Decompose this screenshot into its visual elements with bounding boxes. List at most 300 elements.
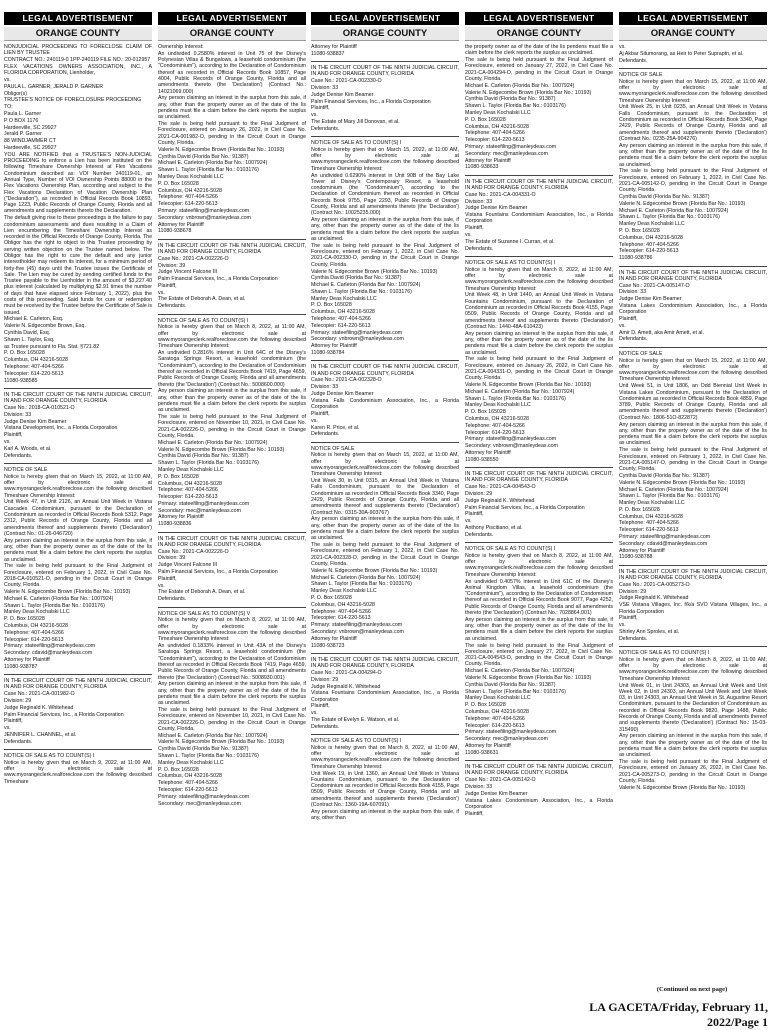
notice-line: vs.	[311, 710, 318, 717]
legal-notice	[465, 44, 613, 171]
notice-line: Case No.: 2021-CA-005273-O	[619, 581, 690, 588]
notice-line: Telephone: 407-404-5266	[619, 520, 679, 527]
notice-line: Secondary: vnbrown@manleydeas.com	[465, 443, 558, 450]
notice-line: Primary: stateefiling@manleydeas.com	[619, 534, 711, 541]
notice-line: Columbus, OH 43216-5028	[4, 623, 68, 630]
notice-line: Obligor(s)	[4, 90, 28, 97]
legal-notice	[311, 657, 459, 730]
notice-line: Any person claiming an interest in the surplus from this sale, if any, other than the property owner as of the date of the lis pendens must file a claim before the clerk reports the surplus as unclaimed.	[465, 616, 613, 642]
notice-line: Division: 33	[4, 411, 32, 418]
notice-line: Any person claiming an interest in the surplus from this sale, if any, other than	[311, 808, 459, 822]
notice-line: Primary: stateefiling@manleydeas.com	[465, 436, 557, 443]
notice-line: Telecopier: 614-220-5613	[619, 248, 679, 255]
notice-line: Unit Week 47, in Unit 2126, an Annual Unit Week in Vistana Cascades Condominium, pursuant to the Declaration of Condominium as recorded in Official Records Book 5312, Page 2312, Public Records of Orange County, Florida and all amendments thereof and supplements thereto ('Declaration') (Contract No.: 01-26-046720)	[4, 499, 152, 537]
notice-line: Michael E. Carleton (Florida Bar No.: 1007924)	[158, 732, 268, 739]
notice-line: Columbus, OH 43216-5028	[465, 123, 529, 130]
notice-line: PAULA L. GARNER; JERALD P. GARNER	[4, 83, 104, 90]
notice-line: Michael E. Carleton (Florida Bar No.: 1007924)	[619, 486, 729, 493]
notice-line: Palm Financial Services, Inc., a Florida Corporation	[158, 569, 278, 576]
notice-line: Any person claiming an interest in the surplus from this sale, if any, other than the property owner as of the date of the lis pendens must file a claim before the clerk reports the surplus as unclaimed.	[158, 95, 306, 121]
notice-line: Telephone: 407-404-5266	[465, 715, 525, 722]
notice-line: Judge Reginald K. Whitehead	[619, 595, 689, 602]
notice-divider	[158, 532, 306, 533]
column-header: LEGAL ADVERTISEMENT	[4, 12, 152, 25]
notice-line: Cynthia David (Florida Bar No.: 91387)	[158, 153, 249, 160]
notice-line: JENNIFER L. CHANNEL, et al.	[4, 731, 77, 738]
notice-line: 11080-938550	[465, 456, 499, 463]
notice-line: Aj Akbar Situmorang, as Heir to Peter Supraptn, et al.	[619, 50, 744, 57]
notice-line: vs.	[619, 44, 626, 50]
notice-line: Notice is hereby given that on March 15, 2022, at 11:00 AM, offer by electronic sale at www.myorangeclerk.realforeclose.com the following described Timeshare Ownership Interest:	[4, 473, 152, 499]
notice-line: Any person claiming an interest in the surplus from this sale, if any, other than the property owner as of the date of the lis pendens must file a claim before the clerk reports the surplus as unclaimed.	[158, 388, 306, 414]
notice-divider	[4, 463, 152, 464]
notice-line: NOTICE OF SALE AS TO COUNT(S) I	[465, 546, 556, 553]
notice-line: Manley Deas Kochalski LLC	[158, 173, 224, 180]
notice-line: P O BOX 1176	[4, 117, 39, 124]
notice-line: Unit Week 19, in Unit 1360, an Annual Unit Week in Vistana Fountains Condominium, pursuant to the Declaration of Condominium as recorded in Official Records Book 4155, Page 0509, Public Records of Orange County, Florida and all amendments thereof and supplements thereto ('Declaration') (Contract No.: 1360-19A-607091)	[311, 770, 459, 809]
column-header: LEGAL ADVERTISEMENT	[158, 12, 306, 25]
notice-divider	[465, 467, 613, 468]
notice-line: Telephone: 407-404-5266	[619, 241, 679, 248]
notice-line: Attorney for Plaintiff	[465, 450, 511, 457]
notice-line: Case No.: 2021-CA-005142-O	[465, 777, 536, 784]
legal-notice	[619, 72, 767, 262]
notice-line: Defendants.	[465, 531, 494, 538]
notice-line: Vistana Lakes Condominium Association, Inc., a Florida Corporation	[619, 302, 767, 316]
notice-line: Palm Financial Services, Inc., a Florida Corporation	[311, 98, 431, 105]
notice-line: Shawn L. Taylor (Florida Bar No.: 0103176)	[311, 288, 412, 295]
notice-divider	[311, 360, 459, 361]
notice-line: Telephone: 407-404-5266	[311, 608, 371, 615]
notice-line: NOTICE OF SALE AS TO COUNT(S) I	[465, 259, 556, 266]
notice-line: vs.	[619, 622, 626, 629]
notice-line: vs.	[158, 582, 165, 589]
notice-line: Cynthia David (Florida Bar No.: 91387)	[465, 96, 556, 103]
notice-divider	[465, 175, 613, 176]
notice-line: Secondary: cdavid@manleydeas.com	[4, 650, 93, 657]
notice-line: An undivided 0.4057% interest in Unit 61C of the Disney's Animal Kingdom Villas, a leasehold condominium (the "Condominium"), according to the Declaration of Condominium thereof as recorded in Official Records Book 9077, Page 4252, Public Records of Orange County, Florida and all amendments thereto (the 'Declaration') (Contract No.: 7028864.001)	[465, 578, 613, 617]
notice-divider	[4, 674, 152, 675]
notice-line: Manley Deas Kochalski LLC	[465, 402, 531, 409]
notice-line: Plaintiff,	[4, 718, 23, 725]
notice-line: Telephone: 407-404-5266	[4, 629, 64, 636]
notice-line: Defendants.	[311, 723, 340, 730]
notice-line: Shawn L. Taylor (Florida Bar No.: 0103176)	[158, 460, 259, 467]
notice-line: Notice is hereby given that on March 8, 2022, at 11:00 AM, offer by electronic sale at www.myorangeclerk.realforeclose.com the following described Timeshare Ownership Interest:	[311, 744, 459, 770]
notice-line: Shawn L. Taylor (Florida Bar No.: 0103176)	[465, 395, 566, 402]
notice-line: Secondary: mec@manleydeas.com	[158, 507, 241, 514]
notice-line: Telecopier: 614-220-5613	[465, 137, 525, 144]
notice-line: Any person claiming an interest in the surplus from this sale, if any, other than the property owner as of the date of the lis pendens must file a claim before the clerk reports the surplus as unclaimed.	[619, 421, 767, 447]
notice-line: Columbus, OH 43216-5028	[158, 187, 222, 194]
notice-line: Telephone: 407-404-5266	[465, 422, 525, 429]
notice-line: Plaintiff,	[465, 810, 484, 817]
notice-line: Secondary: mec@manleydeas.com	[158, 800, 241, 807]
notice-line: 11080-938836	[158, 521, 192, 528]
notice-line: vs.	[158, 289, 165, 296]
notice-line: Judge Denise Kim Beamer	[311, 91, 374, 98]
notice-line: Cynthia David (Florida Bar No.: 91387)	[311, 275, 402, 282]
notice-line: IN THE CIRCUIT COURT OF THE NINTH JUDICIAL CIRCUIT, IN AND FOR ORANGE COUNTY, FLORIDA	[311, 364, 459, 377]
notice-line: 11080-938723	[311, 642, 345, 649]
notice-line: Attorney for Plaintiff	[619, 547, 665, 554]
notice-line: 11080-938787	[4, 663, 38, 670]
legal-notice	[465, 471, 613, 538]
notice-line: Columbus, OH 43216-5028	[4, 357, 68, 364]
notice-line: Shawn L. Taylor (Florida Bar No.: 0103176)	[4, 602, 105, 609]
notice-line: Vistana Fountains Condominium Association, Inc., a Florida Corporation	[311, 690, 459, 703]
notice-line: Columbus, OH 43216-5028	[619, 234, 683, 241]
notice-line: The Estate of Deborah A. Dean, et al.	[158, 589, 246, 596]
notice-line: NOTICE OF SALE AS TO COUNT(S) I	[619, 650, 710, 657]
notice-line: The sale is being held pursuant to the Final Judgment of Foreclosure, entered on January 26, 2022, in Civil Case No. 2021-CA-001982-O, pending in the Circuit Court in Orange County, Florida.	[158, 121, 306, 146]
notice-line: Attorney for Plaintiff	[465, 742, 511, 749]
notice-divider	[311, 136, 459, 137]
notice-line: IN THE CIRCUIT COURT OF THE NINTH JUDICIAL CIRCUIT, IN AND FOR ORANGE COUNTY, FLORIDA	[158, 535, 306, 548]
notice-line: IN THE CIRCUIT COURT OF THE NINTH JUDICIAL CIRCUIT, IN AND FOR ORANGE COUNTY, FLORIDA	[465, 471, 613, 484]
legal-notice	[619, 270, 767, 343]
notice-divider	[4, 749, 152, 750]
notice-line: The sale is being held pursuant to the Final Judgment of Foreclosure, entered on January 26, 2022, in Civil Case No. 2021-CA-004331-O, pending in the Circuit Court in Orange County, Florida.	[465, 356, 613, 382]
notice-line: Paula L. Garner	[4, 110, 42, 117]
notice-line: Any person claiming an interest in the surplus from this sale, if any, other than the property owner as of the date of the lis pendens must file a claim before the clerk reports the surplus as unclaimed.	[619, 142, 767, 168]
notice-line: Manley Deas Kochalski LLC	[158, 759, 224, 766]
notice-line: Telephone: 407-404-5266	[158, 780, 218, 787]
legal-notice	[311, 364, 459, 437]
notice-line: Valerie N. Edgecombe Brown (Florida Bar No.: 10193)	[619, 200, 746, 207]
notice-line: The sale is being held pursuant to the Final Judgment of Foreclosure, entered on January 27, 2022, in Civil Case No. 2021-CA-004294-O, pending in the Circuit Court in Orange County, Florida.	[465, 57, 613, 82]
notice-line: Case No.: 2021-CA-005147-O	[619, 282, 690, 289]
notice-line: Case No.: 2021-CA-004331-O	[465, 191, 536, 198]
notice-line: Case No.: 2021-CA-002226-O	[158, 548, 229, 555]
notice-line: Attorney for Plaintiff	[311, 44, 357, 50]
legal-notice	[311, 446, 459, 649]
notice-line: VSE Vistana Villages, Inc. f/k/a SVO Vistana Villages, Inc., a Florida Corporation	[619, 602, 767, 615]
notice-line: Division: 39	[158, 555, 186, 562]
notice-line: P. O. Box 165028	[4, 350, 45, 357]
notice-line: P. O. Box 165028	[158, 473, 199, 480]
column-1	[4, 12, 152, 987]
legal-notice	[4, 44, 152, 384]
notice-line: Notice is hereby given that on March 15, 2022, at 11:00 AM, offer by electronic sale at www.myorangeclerk.realforeclose.com the following described Timeshare Ownership Interest:	[619, 357, 767, 383]
notice-line: Telecopier: 614-220-5613	[465, 722, 525, 729]
notice-line: Defendants.	[4, 452, 33, 459]
notice-line: 88 WINDJAMMER CT	[4, 138, 56, 145]
legal-notice	[4, 467, 152, 670]
notice-line: Division: 29	[619, 588, 647, 595]
notice-line: IN THE CIRCUIT COURT OF THE NINTH JUDICIAL CIRCUIT, IN AND FOR ORANGE COUNTY, FLORIDA	[311, 65, 459, 78]
notice-line: Secondary: vnbrown@manleydeas.com	[311, 628, 404, 635]
notice-line: vs.	[465, 232, 472, 239]
notice-line: Case No.: 2021-CA-004294-O	[311, 669, 382, 676]
notice-line: Unit Week 51, in Unit 1806, an Odd Biennial Unit Week in Vistana Lakes Condominium, pursuant to the Declaration of Condominium as recorded in Official Records Book 4859, Page 3789, Public Records of Orange County, Florida and all amendments thereof and supplements thereto ('Declaration') (Contract No.: 1806-51O-822872)	[619, 383, 767, 421]
legal-notice	[4, 392, 152, 459]
legal-notice	[158, 536, 306, 603]
notice-divider	[619, 68, 767, 69]
notice-line: Primary: stateefiling@manleydeas.com	[4, 643, 96, 650]
notice-line: P. O. Box 165028	[465, 409, 506, 416]
notice-line: Columbus, OH 43216-5028	[158, 480, 222, 487]
notice-line: Primary: stateefiling@manleydeas.com	[158, 793, 250, 800]
notice-line: P. O. Box 165028	[4, 616, 45, 623]
notice-line: Defendants.	[311, 125, 340, 132]
county-subheader: ORANGE COUNTY	[465, 27, 613, 41]
notice-line: Columbus, OH 43216-5028	[465, 416, 529, 423]
notice-line: CONTRACT NO.: 240119-0 1PP-240119 FILE NO.: 20-012957	[4, 57, 151, 64]
notice-line: Columbus, OH 43216-5028	[311, 601, 375, 608]
notice-line: The default giving rise to these proceedings is the failure to pay condominium assessments and dues resulting in a Claim of Lien encumbering the Timeshare Ownership Interest as recorded in the Official Records of Orange County, Florida. The Obligor has the right to object to this Trustee proceeding by serving written objection on the Trustee named below. The Obligor has the right to cure the default and any junior interestholder may redeem its interest, for a minimum period of forty-five (45) days until the Trustee issues the Certificate of Sale. The Lien may be cured by sending certified funds to the Trustee payable to the Lienholder in the amount of $3,227.40 plus interest (calculated by multiplying $2.91 times the number of days that have elapsed since February 1, 2022), plus the costs of this proceeding. Said funds for cure or redemption must be received by the Trustee before the Certificate of Sale is issued.	[4, 215, 152, 316]
notice-line: the property owner as of the date of the lis pendens must file a claim before the clerk reports the surplus as unclaimed.	[465, 44, 613, 57]
notice-line: Defendants.	[311, 431, 340, 438]
notice-line: Case No.: 2021-CA-002226-O	[158, 255, 229, 262]
notice-line: Attorney for Plaintiff	[311, 635, 357, 642]
notice-line: Telecopier: 614-220-5613	[311, 322, 371, 329]
legal-notice	[158, 44, 306, 235]
notice-line: Judge Denise Kim Beamer	[311, 391, 374, 398]
notice-body	[311, 44, 459, 821]
notice-line: Unit Week 30, in Unit 0315, an Annual Unit Week in Vistana Falls Condominium, pursuant to the Declaration of Condominium as recorded in Official Records Book 3340, Page 2429, Public Records of Orange County, Florida and all amendments thereof and supplements thereto ('Declaration') (Contract No.: 0315-30A-903767)	[311, 478, 459, 516]
notice-line: Notice is hereby given that on March 8, 2022, at 11:00 AM, offer by electronic sale at www.myorangeclerk.realforeclose.com the following described Timeshare Ownership Interest:	[158, 324, 306, 350]
notice-line: Ownership Interest:	[158, 44, 204, 50]
notice-line: Vistana Falls Condominium Association, Inc., a Florida Corporation	[311, 397, 459, 411]
notice-line: Columbus, OH 43216-5028	[619, 513, 683, 520]
notice-line: P. O. Box 165028	[465, 702, 506, 709]
column-3	[311, 12, 459, 987]
notice-line: Manley Deas Kochalski LLC	[465, 695, 531, 702]
notice-line: Telecopier: 614-220-5613	[158, 201, 218, 208]
notice-line: Judge Reginald K. Whitehead	[465, 497, 535, 504]
legal-notice	[465, 764, 613, 817]
notice-line: Plaintiff,	[311, 703, 330, 710]
notice-line: Plaintiff,	[619, 615, 638, 622]
notice-line: Telecopier: 614-220-5613	[619, 527, 679, 534]
notice-line: P. O. Box 165028	[619, 228, 660, 235]
notice-divider	[619, 565, 767, 566]
notice-line: Defendants.	[465, 245, 494, 252]
notice-line: An undivided 0.6290% interest in Unit 90B of the Bay Lake Tower at Disney's Contemporary Resort, a leasehold condominium (the "Condominium"), according to the Declaration of Condominium thereof as recorded in Official Records Book 9755, Page 2293, Public Records of Orange County, Florida and all amendments thereto (the 'Declaration') (Contract No.: 10025235.000)	[311, 172, 459, 217]
notice-divider	[619, 266, 767, 267]
page-footer: LA GACETA/Friday, February 11, 2022/Page 1	[589, 1000, 768, 1029]
notice-line: Valerie N. Edgecombe Brown (Florida Bar No.: 10193)	[465, 382, 592, 389]
notice-line: Karen R. Price, et al.	[311, 424, 360, 431]
notice-line: Telephone: 407-404-5266	[158, 487, 218, 494]
notice-line: NOTICE OF SALE AS TO COUNT(S) I	[4, 753, 95, 760]
notice-line: Valerie N. Edgecombe Brown (Florida Bar No.: 10193)	[158, 146, 285, 153]
notice-line: Palm Financial Services, Inc., a Florida Corporation	[4, 711, 124, 718]
notice-line: Cynthia David (Florida Bar No.: 91387)	[619, 194, 710, 201]
notice-line: Shawn L. Taylor (Florida Bar No.: 0103176)	[619, 214, 720, 221]
notice-line: Defendants.	[619, 336, 648, 343]
notice-line: IN THE CIRCUIT COURT OF THE NINTH JUDICIAL CIRCUIT, IN AND FOR ORANGE COUNTY, FLORIDA	[465, 764, 613, 777]
notice-line: Secondary: mec@manleydeas.com	[465, 736, 548, 743]
notice-line: Case No.: 2018-CA-010521-O	[4, 405, 75, 412]
notice-line: Michael E. Carleton (Florida Bar No.: 1007924)	[465, 668, 575, 675]
notice-line: Division: 29	[4, 698, 32, 704]
notice-line: Jerald P. Garner	[4, 131, 42, 138]
notice-line: Shawn L. Taylor (Florida Bar No.: 0103176)	[158, 753, 259, 760]
notice-line: Manley Deas Kochalski LLC	[619, 221, 685, 228]
notice-line: Division: 33	[311, 384, 339, 391]
notice-line: Notice is hereby given that on March 8, 2022, at 11:00 AM, offer by electronic sale at www.myorangeclerk.realforeclose.com the following described Timeshare Ownership Interest:	[465, 266, 613, 292]
notice-line: Notice is hereby given that on March 15, 2022, at 11:00 AM, offer by electronic sale at www.myorangeclerk.realforeclose.com the following described Timeshare Ownership Interest:	[311, 146, 459, 172]
notice-line: Defendants.	[619, 635, 648, 642]
legal-notice	[619, 351, 767, 561]
notice-line: IN THE CIRCUIT COURT OF THE NINTH JUDICIAL CIRCUIT, IN AND FOR ORANGE COUNTY, FLORIDA	[158, 242, 306, 255]
notice-line: Telecopier: 614-220-5613	[311, 615, 371, 622]
notice-line: Plaintiff,	[311, 410, 330, 417]
notice-line: Division: 39	[158, 262, 186, 269]
notice-line: Michael E. Carleton, Esq.	[4, 316, 64, 323]
notice-line: IN THE CIRCUIT COURT OF THE NINTH JUDICIAL CIRCUIT, IN AND FOR ORANGE COUNTY, FLORIDA	[619, 568, 767, 582]
notice-line: Attorney for Plaintiff	[4, 657, 50, 664]
notice-line: Valerie N. Edgecombe Brown (Florida Bar No.: 10193)	[158, 446, 285, 453]
notice-line: Shirley Ann Sproles, et al.	[619, 628, 680, 635]
legal-notice	[158, 318, 306, 528]
notice-line: Plaintiff,	[158, 575, 177, 582]
notice-line: vs.	[4, 439, 11, 446]
notice-line: vs.	[311, 112, 318, 119]
notice-divider	[311, 653, 459, 654]
notice-divider	[465, 256, 613, 257]
notice-line: Unit Week 01, in Unit 24303, an Annual Unit Week and Unit Week 02, in Unit 24303, an Annual Unit Week and Unit Week 03, in Unit 24303, an Annual Unit Week in St. Augustine Resort Condominium, pursuant to the Declaration of Condominium as recorded in Official Records Book 9820, Page 1488, Public Records of Orange County, Florida and all amendments thereof and supplements thereto ('Declaration') (Contract No.: 15-03-315490)	[619, 682, 767, 733]
continued-note: (Continued on next page)	[656, 986, 728, 993]
notice-line: The sale is being held pursuant to the Final Judgment of Foreclosure, entered on November 10, 2021, in Civil Case No. 2021-CA-002226-O, pending in the Circuit Court in Orange County, Florida.	[158, 707, 306, 732]
notice-line: Cynthia David (Florida Bar No.: 91387)	[158, 453, 249, 460]
notice-line: Valerie N. Edgecombe Brown (Florida Bar No.: 10193)	[619, 479, 746, 486]
notice-line: Valerie N. Edgecombe Brown (Florida Bar No.: 10193)	[4, 589, 131, 596]
notice-line: Case No.: 2021-CA-001982-O	[4, 691, 75, 698]
notice-line: 11080-938837	[311, 50, 345, 57]
notice-divider	[311, 734, 459, 735]
notice-divider	[465, 760, 613, 761]
notice-line: Unit Week 48, in Unit 1440, an Annual Unit Week in Vistana Fountains Condominium, pursuant to the Declaration of Condominium as recorded in Official Records Book 4155, Page 0509, Public Records of Orange County, Florida and all amendments thereof and supplements thereto ('Declaration') (Contract No.: 1440-48A-610423)	[465, 292, 613, 330]
notice-line: Division: 33	[465, 783, 493, 790]
notice-line: IN THE CIRCUIT COURT OF THE NINTH JUDICIAL CIRCUIT, IN AND FOR ORANGE COUNTY, FLORIDA	[619, 269, 767, 282]
notice-line: Manley Deas Kochalski LLC	[158, 466, 224, 473]
notice-body	[465, 44, 613, 817]
notice-line: NOTICE OF SALE AS TO COUNT(S) V	[158, 610, 251, 617]
notice-line: The sale is being held pursuant to the Final Judgment of Foreclosure, entered on February 1, 2022, in Civil Case No. 2021-CA-005142-O, pending in the Circuit Court in Orange County, Florida.	[619, 168, 767, 194]
notice-line: Defendants.	[158, 303, 187, 310]
notice-divider	[4, 388, 152, 389]
notice-line: vs.	[4, 725, 11, 732]
notice-line: Telephone: 407-404-5266	[311, 316, 371, 323]
county-subheader: ORANGE COUNTY	[619, 27, 767, 41]
notice-line: Manley Deas Kochalski LLC	[619, 500, 685, 507]
column-5	[619, 12, 767, 987]
notice-line: Cynthia David, Esq.	[4, 330, 51, 337]
notice-line: Cynthia David (Florida Bar No.: 91387)	[465, 681, 556, 688]
notice-line: 11080-938631	[465, 749, 499, 756]
notice-divider	[619, 347, 767, 348]
legal-notice	[465, 260, 613, 463]
county-subheader: ORANGE COUNTY	[158, 27, 306, 41]
notice-line: NOTICE OF SALE	[619, 71, 663, 78]
notice-line: Valerie N. Edgecombe Brown (Florida Bar No.: 10193)	[311, 567, 438, 574]
notice-line: Valerie N. Edgecombe Brown (Florida Bar No.: 10193)	[311, 268, 438, 275]
notice-line: An undivided 0.1833% interest in Unit 43A of the Disney's Saratoga Springs Resort, a leasehold condominium (the "Condominium"), according to the Declaration of Condominium thereof as recorded in Official Records Book 7419, Page 4659, Public Records of Orange County, Florida and all amendments thereto (the 'Declaration') (Contract No.: 5008930.001)	[158, 643, 306, 681]
notice-line: P. O. Box 165028	[311, 594, 352, 601]
column-header: LEGAL ADVERTISEMENT	[311, 12, 459, 25]
notice-line: Shawn L. Taylor (Florida Bar No.: 0103176)	[465, 688, 566, 695]
notice-line: YOU ARE NOTIFIED that a TRUSTEE'S NON-JUDICIAL PROCEEDING to enforce a Lien has been instituted on the following Timeshare Ownership Interest at Flex Vacations Condominium described as: VOI Number 240119-01, an Annual Type, Number of VOI Ownership Points 88000 in the Flex Vacations Ownership Plan, according and subject to the Flex Vacations Declaration of Vacation Ownership Plan ("Declaration"), as recorded in Official Records Book 10893, Page 1223, Public Records of Orange County, Florida and all amendments and supplements thereto the Declaration.	[4, 151, 152, 215]
notice-body	[619, 44, 767, 791]
notice-line: Division: 29	[311, 676, 339, 683]
notice-line: Primary: stateefiling@manleydeas.com	[311, 622, 403, 629]
notice-line: The sale is being held pursuant to the Final Judgment of Foreclosure, entered on February 1, 2022, in Civil Case No. 2018-CA-010521-O, pending in the Circuit Court in Orange County, Florida.	[4, 563, 152, 589]
notice-line: Any person claiming an interest in the surplus from this sale, if any, other than the property owner as of the date of the lis pendens must file a claim before the clerk reports the surplus as unclaimed.	[619, 733, 767, 759]
notice-line: Telephone: 407-404-5266	[465, 130, 525, 137]
notice-line: Michael E. Carleton (Florida Bar No.: 1007924)	[158, 160, 268, 167]
notice-line: vs.	[311, 417, 318, 424]
legal-notice	[465, 546, 613, 756]
county-subheader: ORANGE COUNTY	[4, 27, 152, 41]
notice-line: Any person claiming an interest in the surplus from this sale, if any, other than the property owner as of the date of the lis pendens must file a claim before the clerk reports the surplus as unclaimed.	[311, 217, 459, 243]
notice-line: Valerie N. Edgecombe Brown (Florida Bar No.: 10193)	[158, 739, 285, 746]
notice-line: Plaintiff,	[158, 282, 177, 289]
notice-line: IN THE CIRCUIT COURT OF THE NINTH JUDICIAL CIRCUIT, IN AND FOR ORANGE COUNTY, FLORIDA	[4, 678, 152, 691]
notice-line: FLEX VACATIONS OWNERS ASSOCIATION, INC., A FLORIDA CORPORATION, Lienholder,	[4, 63, 152, 77]
notice-line: NOTICE OF SALE AS TO COUNT(S) I	[158, 317, 249, 324]
notice-line: Vistana Development, Inc., a Florida Corporation	[4, 425, 118, 432]
notice-line: TRUSTEE'S NOTICE OF FORECLOSURE PROCEEDING	[4, 97, 142, 104]
notice-line: The Estate of Deborah A. Dean, et al.	[158, 296, 246, 303]
notice-line: 11080-938678	[158, 228, 192, 235]
notice-line: P. O. Box 165028	[465, 116, 506, 123]
notice-line: Manley Deas Kochalski LLC	[311, 588, 377, 595]
notice-line: 11080-938786	[619, 255, 653, 262]
notice-line: Defendants.	[619, 57, 648, 64]
notice-line: Any person claiming an interest in the surplus from this sale, if any, other than the property owner as of the date of the lis pendens must file a claim before the clerk reports the surplus as unclaimed.	[311, 516, 459, 542]
notice-line: Secondary: cdavid@manleydeas.com	[619, 540, 708, 547]
notice-divider	[311, 442, 459, 443]
notice-line: Plaintiff,	[311, 105, 330, 112]
notice-line: Telecopier: 614-220-5613	[465, 429, 525, 436]
notice-line: NOTICE OF SALE AS TO COUNT(S) I	[311, 738, 402, 745]
notice-line: Cynthia David (Florida Bar No.: 91387)	[619, 472, 710, 479]
notice-line: Plaintiff,	[465, 511, 484, 518]
notice-line: IN THE CIRCUIT COURT OF THE NINTH JUDICIAL CIRCUIT, IN AND FOR ORANGE COUNTY, FLORIDA	[4, 391, 152, 405]
notice-line: The Estate of Evelyn E. Watson, et al.	[311, 717, 400, 723]
notice-line: Manley Deas Kochalski LLC	[465, 109, 531, 116]
notice-line: Hardeeville, SC 29927	[4, 144, 57, 151]
notice-line: Cynthia David (Florida Bar No.: 91387)	[158, 746, 249, 753]
notice-line: The sale is being held pursuant to the Final Judgment of Foreclosure, entered on November 10, 2021, in Civil Case No. 2021-CA-002226-O, pending in the Circuit Court in Orange County, Florida.	[158, 414, 306, 439]
notice-line: vs.	[465, 518, 472, 525]
notice-line: The sale is being held pursuant to the Final Judgment of Foreclosure, entered on February 1, 2022, in Civil Case No. 2021-CA-005147-O, pending in the Circuit Court in Orange County, Florida.	[619, 447, 767, 473]
notice-line: Michael E. Carleton (Florida Bar No.: 1007924)	[311, 574, 421, 581]
notice-line: Judge Vincent Falcone III	[158, 562, 218, 569]
notice-line: Shawn L. Taylor (Florida Bar No.: 0103176)	[311, 581, 412, 588]
notice-line: Valerie N. Edgecombe Brown, Esq.	[4, 323, 86, 330]
notice-divider	[158, 314, 306, 315]
notice-line: An undivided 0.2816% interest in Unit 64C of the Disney's Saratoga Springs Resort, a leasehold condominium (the "Condominium"), according to the Declaration of Condominium thereof as recorded in Official Records Book 7419, Page 4659, Public Records of Orange County, Florida and all amendments thereto (the 'Declaration') (Contract No.: 5008600.000)	[158, 350, 306, 388]
notice-line: Michael E. Carleton (Florida Bar No.: 1007924)	[4, 595, 114, 602]
notice-line: Division: 33	[619, 289, 647, 296]
notice-line: NONJUDICIAL PROCEEDING TO FORECLOSE CLAIM OF LIEN BY TRUSTEE	[4, 44, 152, 57]
notice-line: Shawn L. Taylor (Florida Bar No.: 0103176)	[158, 167, 259, 174]
notice-line: Anthony Piscitiano, et al.	[465, 524, 523, 531]
notice-line: Primary: stateefiling@manleydeas.com	[311, 329, 403, 336]
notice-line: Primary: stateefiling@manleydeas.com	[465, 143, 557, 150]
notice-line: Telephone: 407-404-5266	[4, 364, 64, 371]
legal-notice	[465, 179, 613, 252]
notice-line: Valerie N. Edgecombe Brown (Florida Bar No.: 10193)	[465, 675, 592, 682]
notice-line: The sale is being held pursuant to the Final Judgment of Foreclosure, entered on January 26, 2022, in Civil Case No. 2021-CA-005273-O, pending in the Circuit Court in Orange County, Florida.	[619, 759, 767, 784]
notice-line: Palm Financial Services, Inc., a Florida Corporation	[465, 504, 585, 511]
notice-line: Notice is hereby given that on March 8, 2022, at 11:00 AM, offer by electronic sale at www.myorangeclerk.realforeclose.com the following described Timeshare Ownership Interest:	[465, 552, 613, 578]
notice-line: The sale is being held pursuant to the Final Judgment of Foreclosure, entered on February 1, 2022, in Civil Case No. 2021-CA-002328-O, pending in the Circuit Court in Orange County, Florida.	[311, 542, 459, 567]
